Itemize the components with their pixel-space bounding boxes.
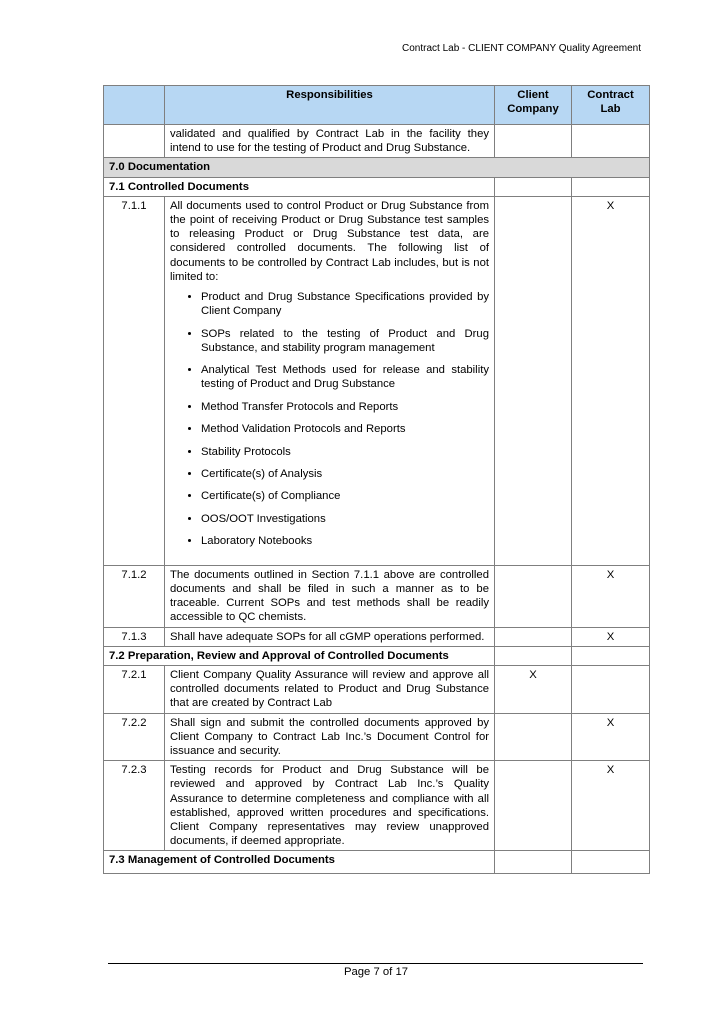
row-responsibility [165,196,495,565]
row-number: 7.2.1 [104,666,165,714]
list-item: • Method Transfer Protocols and Reports [201,400,489,414]
table-row [104,761,650,851]
subsection-title: 7.3 Management of Controlled Documents [104,851,495,873]
list-item: • OOS/OOT Investigations [201,512,489,526]
subsection-row [104,646,650,665]
lab-mark: X [572,565,650,627]
lab-mark: X [572,196,650,565]
subsection-title: 7.1 Controlled Documents [104,177,495,196]
client-mark [495,627,572,646]
list-item: • Product and Drug Substance Specifications provided by Client Company [201,290,489,318]
client-mark [495,761,572,851]
table-row [104,627,650,646]
section-title: 7.0 Documentation [104,158,650,177]
document-list [170,290,489,548]
subsection-row [104,177,650,196]
column-header-number [104,86,165,125]
column-header-client-company: Client Company [495,86,572,125]
lab-mark [572,666,650,714]
row-number: 7.1.1 [104,196,165,565]
row-responsibility: Shall sign and submit the controlled documents approved by Client Company to Contract Lab Inc.’s Document Control for issuance and security. [165,713,495,761]
row-responsibility: validated and qualified by Contract Lab in the facility they intend to use for the testing of Product and Drug Substance. [165,125,495,158]
list-item: • Certificate(s) of Compliance [201,489,489,503]
row-responsibility: Testing records for Product and Drug Substance will be reviewed and approved by Contract Lab Inc.’s Quality Assurance to determine completeness and compliance with all established, approved written procedures and specifications. Client Company representatives may review unapproved documents, if deemed appropriate. [165,761,495,851]
row-number: 7.2.2 [104,713,165,761]
row-number: 7.2.3 [104,761,165,851]
lab-mark [572,646,650,665]
table-row [104,196,650,565]
subsection-row [104,851,650,873]
table-row [104,565,650,627]
client-mark: X [495,666,572,714]
list-item: • Stability Protocols [201,445,489,459]
page-header: Contract Lab - CLIENT COMPANY Quality Agreement [402,43,641,54]
list-item: • Method Validation Protocols and Reports [201,422,489,436]
client-mark [495,646,572,665]
table-row [104,125,650,158]
lab-mark [572,851,650,873]
list-item: • Laboratory Notebooks [201,534,489,548]
client-mark [495,565,572,627]
table-row [104,713,650,761]
row-number: 7.1.2 [104,565,165,627]
footer-divider [108,963,643,964]
lab-mark: X [572,761,650,851]
row-responsibility: The documents outlined in Section 7.1.1 above are controlled documents and shall be filed in such a manner as to be traceable. Current SOPs and test methods shall be readily accessible to QC chemists. [165,565,495,627]
table-header-row [104,86,650,125]
list-item: • Certificate(s) of Analysis [201,467,489,481]
column-header-contract-lab: Contract Lab [572,86,650,125]
row-text: All documents used to control Product or Drug Substance from the point of receiving Product or Drug Substance test samples to releasing Product or Drug Substance test data, are considered controlled documents. The following list of documents to be controlled by Contract Lab includes, but is not limited to: [170,199,489,283]
list-item: • SOPs related to the testing of Product and Drug Substance, and stability program management [201,327,489,355]
lab-mark [572,177,650,196]
client-mark [495,125,572,158]
section-row [104,158,650,177]
row-responsibility: Shall have adequate SOPs for all cGMP operations performed. [165,627,495,646]
subsection-title: 7.2 Preparation, Review and Approval of Controlled Documents [104,646,495,665]
lab-mark: X [572,627,650,646]
table-row [104,666,650,714]
responsibilities-table [103,85,650,874]
column-header-responsibilities: Responsibilities [165,86,495,125]
client-mark [495,851,572,873]
lab-mark [572,125,650,158]
row-number [104,125,165,158]
lab-mark: X [572,713,650,761]
client-mark [495,196,572,565]
client-mark [495,713,572,761]
list-item: • Analytical Test Methods used for release and stability testing of Product and Drug Substance [201,363,489,391]
page-number: Page 7 of 17 [343,966,409,978]
client-mark [495,177,572,196]
row-responsibility: Client Company Quality Assurance will review and approve all controlled documents related to Product and Drug Substance that are created by Contract Lab [165,666,495,714]
row-number: 7.1.3 [104,627,165,646]
